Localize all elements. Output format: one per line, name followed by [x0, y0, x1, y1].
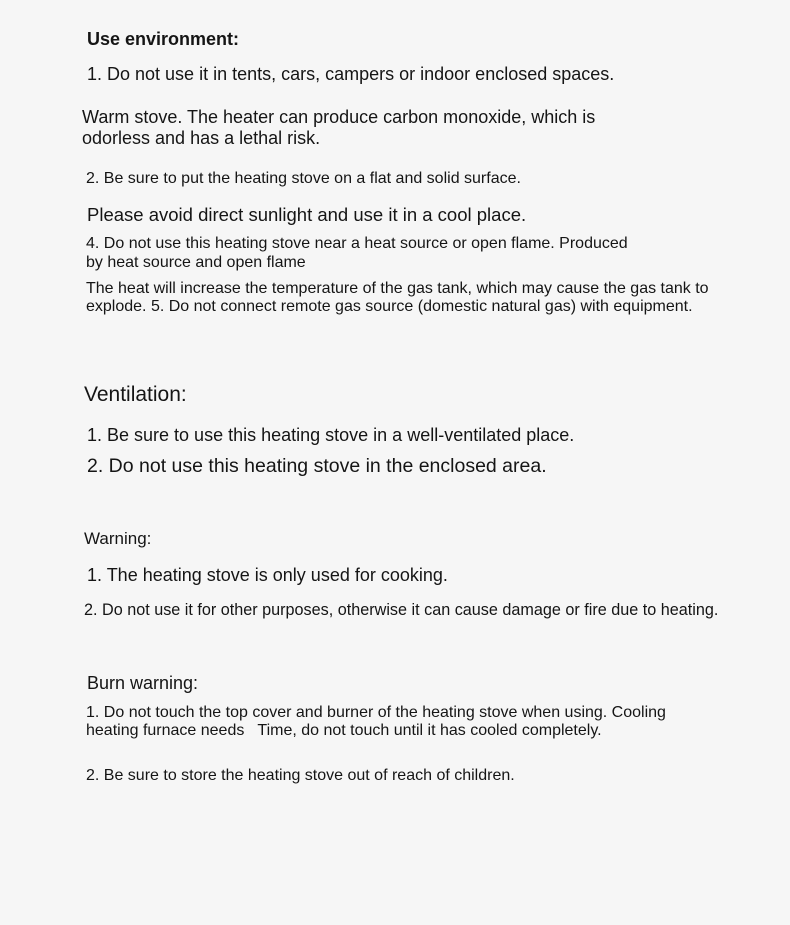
burn-warning-heading: Burn warning: [87, 673, 199, 693]
warning-item-1: 1. The heating stove is only used for cooking. [87, 565, 448, 585]
burn-warning-item-1-line-1: 1. Do not touch the top cover and burner of the heating stove when using. Cooling [86, 704, 666, 721]
use-environment-item-1: 1. Do not use it in tents, cars, campers or indoor enclosed spaces. [87, 64, 615, 84]
warning-item-2: 2. Do not use it for other purposes, otherwise it can cause damage or fire due to heating. [84, 601, 719, 619]
use-environment-heading: Use environment: [87, 29, 240, 49]
ventilation-item-2: 2. Do not use this heating stove in the enclosed area. [87, 455, 547, 477]
warning-heading: Warning: [84, 529, 152, 548]
warm-stove-line-1: Warm stove. The heater can produce carbon monoxide, which is [82, 107, 596, 127]
heat-note-line-2: explode. 5. Do not connect remote gas source (domestic natural gas) with equipment. [86, 298, 693, 315]
ventilation-item-1: 1. Be sure to use this heating stove in a well-ventilated place. [87, 425, 575, 445]
ventilation-heading: Ventilation: [84, 383, 187, 406]
burn-warning-item-2: 2. Be sure to store the heating stove out of reach of children. [86, 767, 515, 784]
use-environment-item-4-line-1: 4. Do not use this heating stove near a heat source or open flame. Produced [86, 235, 628, 252]
sunlight-note: Please avoid direct sunlight and use it in a cool place. [87, 204, 527, 225]
warm-stove-line-2: odorless and has a lethal risk. [82, 128, 321, 148]
burn-warning-item-1-line-2: heating furnace needs Time, do not touch until it has cooled completely. [86, 722, 602, 739]
use-environment-item-4-line-2: by heat source and open flame [86, 254, 306, 271]
heat-note-line-1: The heat will increase the temperature of the gas tank, which may cause the gas tank to [86, 280, 709, 297]
use-environment-item-2: 2. Be sure to put the heating stove on a flat and solid surface. [86, 170, 521, 187]
